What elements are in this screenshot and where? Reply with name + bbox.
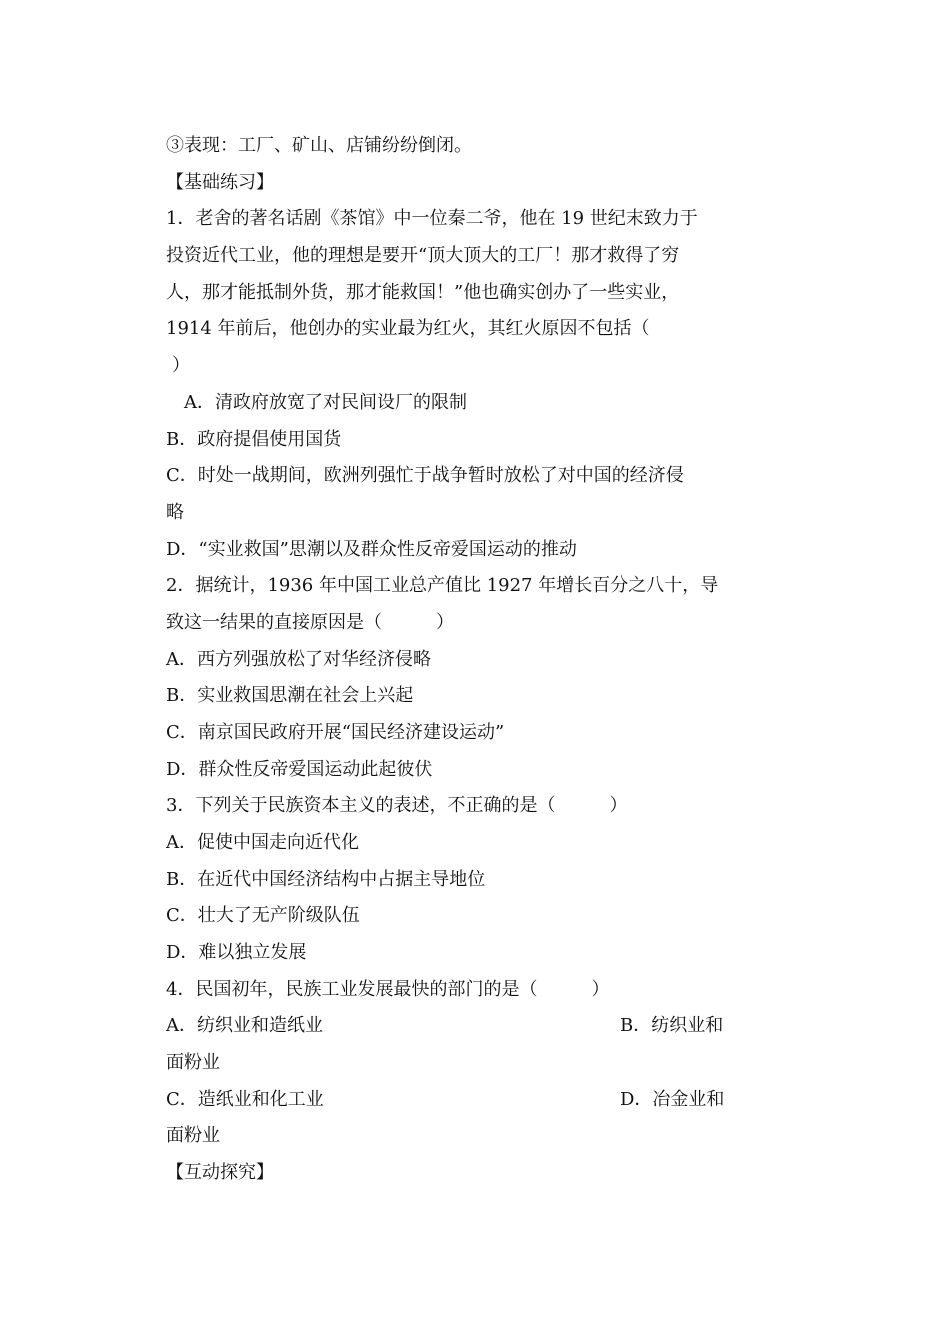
- section-heading-basic: 【基础练习】: [166, 172, 274, 193]
- q1-option-c-line: C．时处一战期间，欧洲列强忙于战争暂时放松了对中国的经济侵: [166, 465, 684, 486]
- q2-option-c: C．南京国民政府开展“国民经济建设运动”: [166, 722, 505, 743]
- q1-stem-line: 1914 年前后，他创办的实业最为红火，其红火原因不包括（: [166, 318, 650, 339]
- q2-stem-line: 2．据统计，1936 年中国工业总产值比 1927 年增长百分之八十，导: [166, 575, 719, 596]
- q4-stem: 4．民国初年，民族工业发展最快的部门的是（ ）: [166, 979, 610, 1000]
- q1-option-d: D．“实业救国”思潮以及群众性反帝爱国运动的推动: [166, 539, 577, 560]
- q4-option-b-line: 面粉业: [166, 1052, 220, 1073]
- q1-option-a: A．清政府放宽了对民间设厂的限制: [184, 392, 467, 413]
- q2-option-d: D．群众性反帝爱国运动此起彼伏: [166, 759, 433, 780]
- q3-option-d: D．难以独立发展: [166, 942, 307, 963]
- q3-stem: 3．下列关于民族资本主义的表述，不正确的是（ ）: [166, 795, 628, 816]
- q1-stem-line: ）: [172, 355, 190, 376]
- intro-line: ③表现：工厂、矿山、店铺纷纷倒闭。: [166, 135, 472, 156]
- q1-stem-line: 人，那才能抵制外货，那才能救国！”他也确实创办了一些实业，: [166, 282, 680, 303]
- q4-option-c: C．造纸业和化工业: [166, 1089, 324, 1110]
- q1-option-c-line: 略: [166, 502, 184, 523]
- q1-option-b: B．政府提倡使用国货: [166, 429, 342, 450]
- q4-option-b-line: B．纺织业和: [620, 1015, 724, 1036]
- q3-option-a: A．促使中国走向近代化: [166, 832, 359, 853]
- section-heading-explore: 【互动探究】: [166, 1162, 274, 1183]
- q1-stem-line: 1．老舍的著名话剧《茶馆》中一位秦二爷，他在 19 世纪末致力于: [166, 208, 698, 229]
- q3-option-b: B．在近代中国经济结构中占据主导地位: [166, 869, 486, 890]
- q4-option-a: A．纺织业和造纸业: [166, 1015, 323, 1036]
- q1-stem-line: 投资近代工业，他的理想是要开“顶大顶大的工厂！那才救得了穷: [166, 245, 680, 266]
- q4-option-d-line: D．冶金业和: [620, 1089, 725, 1110]
- q2-option-b: B．实业救国思潮在社会上兴起: [166, 685, 414, 706]
- q2-option-a: A．西方列强放松了对华经济侵略: [166, 649, 431, 670]
- q4-option-d-line: 面粉业: [166, 1125, 220, 1146]
- q3-option-c: C．壮大了无产阶级队伍: [166, 905, 360, 926]
- q2-stem-line: 致这一结果的直接原因是（ ）: [166, 612, 454, 633]
